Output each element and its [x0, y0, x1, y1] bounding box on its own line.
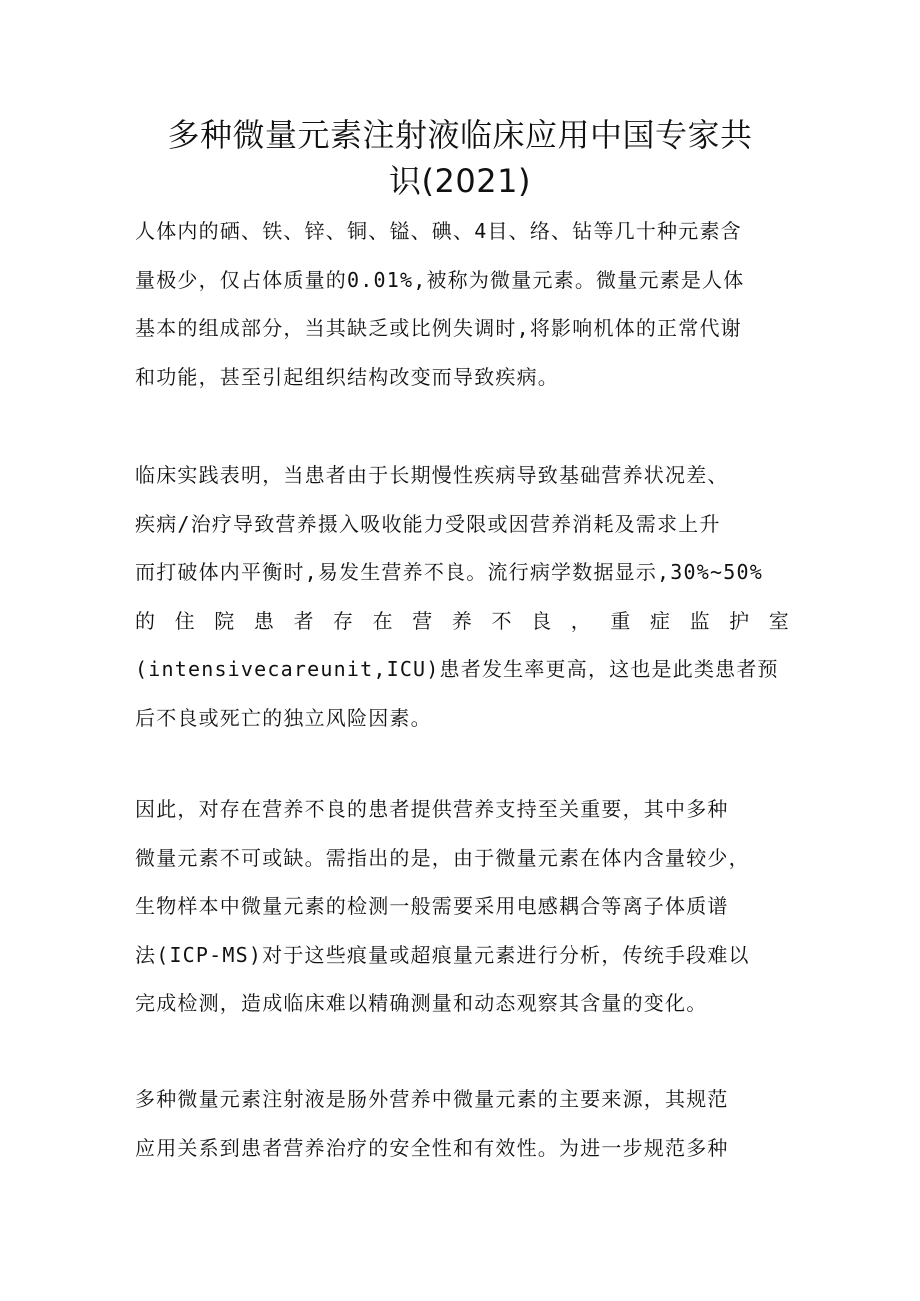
text-line: 而打破体内平衡时,易发生营养不良。流行病学数据显示,30%~50%: [135, 560, 763, 584]
text-line: 多种微量元素注射液是肠外营养中微量元素的主要来源，其规范: [135, 1087, 729, 1111]
text-line: 应用关系到患者营养治疗的安全性和有效性。为进一步规范多种: [135, 1135, 729, 1160]
text-line: 后不良或死亡的独立风险因素。: [135, 705, 432, 730]
paragraph-injection: [135, 1075, 790, 1172]
document-title: [120, 112, 800, 204]
text-line: 基本的组成部分，当其缺乏或比例失调时,将影响机体的正常代谢: [135, 316, 742, 340]
text-line: 微量元素不可或缺。需指出的是，由于微量元素在体内含量较少，: [135, 845, 750, 870]
text-line: 法(ICP-MS)对于这些痕量或超痕量元素进行分析，传统手段难以: [135, 942, 750, 967]
paragraph-nutrition-support: [135, 785, 790, 1028]
text-line: 和功能，甚至引起组织结构改变而导致疾病。: [135, 364, 559, 389]
text-line: 因此，对存在营养不良的患者提供营养支持至关重要，其中多种: [135, 797, 729, 821]
title-line-2: 识(2021): [389, 162, 531, 200]
text-line: 的 住 院 患 者 存 在 营 养 不 良 ， 重 症 监 护 室: [135, 608, 790, 633]
text-line: 完成检测，造成临床难以精确测量和动态观察其含量的变化。: [135, 991, 708, 1015]
text-line: (intensivecareunit,ICU)患者发生率更高，这也是此类患者预: [135, 657, 779, 681]
title-line-1: 多种微量元素注射液临床应用中国专家共: [167, 116, 753, 154]
text-line: 疾病/治疗导致营养摄入吸收能力受限或因营养消耗及需求上升: [135, 511, 721, 536]
paragraph-clinical-practice: [135, 451, 790, 742]
text-line: 人体内的硒、铁、锌、铜、镒、碘、4目、络、钻等几十种元素含: [135, 219, 742, 243]
paragraph-intro: [135, 207, 790, 401]
text-line: 量极少，仅占体质量的0.01%,被称为微量元素。微量元素是人体: [135, 267, 745, 292]
text-line: 生物样本中微量元素的检测一般需要采用电感耦合等离子体质谱: [135, 894, 729, 918]
text-line: 临床实践表明，当患者由于长期慢性疾病导致基础营养状况差、: [135, 463, 729, 487]
